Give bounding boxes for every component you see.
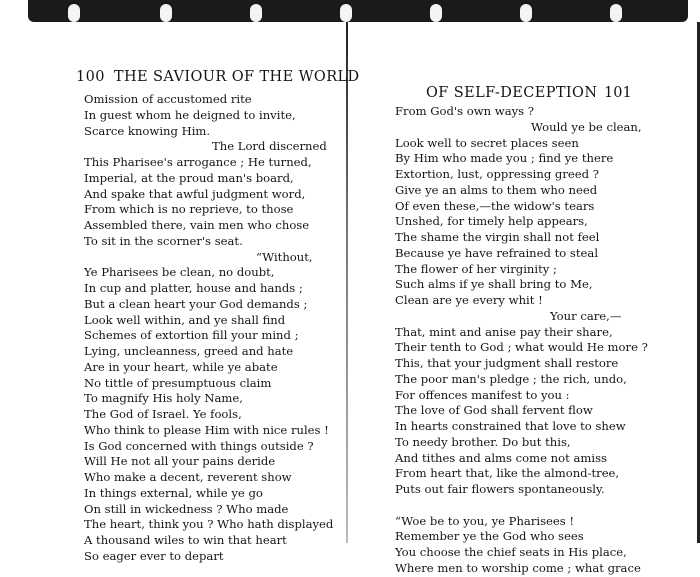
right-verse-text (395, 104, 695, 577)
verse-line: In hearts constrained that love to shew (395, 419, 626, 433)
verse-line: Are in your heart, while ye abate (84, 359, 278, 374)
left-running-head (76, 69, 360, 85)
verse-line: In things external, while ye go (84, 485, 263, 500)
verse-line: Schemes of extortion fill your mind ; (84, 328, 299, 343)
verse-line: Remember ye the God who sees (395, 529, 584, 544)
verse-line: In cup and platter, house and hands ; (84, 281, 303, 295)
verse-line: Of even these,—the widow's tears (395, 198, 595, 213)
verse-line: And spake that awful judgment word, (84, 186, 306, 201)
verse-line: Is God concerned with things outside ? (84, 438, 314, 453)
verse-line: Omission of accustomed rite (84, 92, 252, 106)
verse-line: Ye Pharisees be clean, no doubt, (84, 265, 275, 280)
right-page (348, 0, 700, 575)
verse-line: Extortion, lust, oppressing greed ? (395, 167, 599, 181)
right-running-title: OF SELF-DECEPTION (426, 85, 598, 101)
verse-line: Puts out fair flowers spontaneously. (395, 482, 605, 496)
verse-line: Unshed, for timely help appears, (395, 214, 588, 229)
verse-line: The heart, think you ? Who hath displayed (84, 517, 334, 532)
verse-line: This, that your judgment shall restore (395, 356, 619, 370)
verse-line: To magnify His holy Name, (84, 391, 243, 406)
verse-line: And tithes and alms come not amiss (395, 450, 607, 465)
verse-line: No tittle of presumptuous claim (84, 375, 272, 390)
verse-line: Look well within, and ye shall find (84, 312, 286, 327)
verse-line: Because ye have refrained to steal (395, 245, 599, 260)
verse-line: So eager ever to depart (84, 548, 224, 563)
verse-line: The shame the virgin shall not feel (395, 230, 600, 244)
verse-line: Look well to secret places seen (395, 135, 579, 150)
verse-line: To needy brother. Do but this, (395, 434, 571, 449)
verse-line: Such alms if ye shall bring to Me, (395, 277, 593, 292)
verse-line: The poor man's pledge ; the rich, undo, (395, 371, 627, 386)
verse-line: The love of God shall fervent flow (395, 403, 593, 418)
verse-line: Assembled there, vain men who chose (84, 218, 310, 232)
verse-line: In guest whom he deigned to invite, (84, 107, 296, 122)
verse-line: You choose the chief seats in His place, (395, 545, 627, 559)
verse-line: The God of Israel. Ye fools, (84, 407, 242, 421)
verse-line: By Him who made you ; find ye there (395, 151, 614, 166)
verse-line: Their tenth to God ; what would He more ? (395, 340, 648, 355)
verse-line: Your care,— (550, 308, 622, 323)
verse-line: Lying, uncleanness, greed and hate (84, 344, 294, 358)
verse-line: Who think to please Him with nice rules ! (84, 422, 329, 437)
right-page-number: 101 (604, 85, 632, 101)
verse-line: “Woe be to you, ye Pharisees ! (395, 513, 575, 528)
verse-line: From heart that, like the almond-tree, (395, 466, 620, 481)
verse-line: This Pharisee's arrogance ; He turned, (84, 155, 312, 169)
verse-line: The flower of her virginity ; (395, 261, 557, 276)
verse-line: Give ye an alms to them who need (395, 182, 598, 197)
verse-line: Where men to worship come ; what grace (395, 560, 641, 575)
verse-line: “Without, (256, 249, 313, 264)
verse-line: That, mint and anise pay their share, (395, 324, 613, 339)
verse-line: Clean are ye every whit ! (395, 293, 543, 307)
verse-line: For offences manifest to you : (395, 387, 570, 402)
left-page-number: 100 (76, 69, 105, 85)
verse-line: Imperial, at the proud man's board, (84, 170, 294, 185)
verse-line: Would ye be clean, (531, 119, 642, 134)
verse-line: Scarce knowing Him. (84, 123, 211, 138)
verse-line: On still in wickedness ? Who made (84, 501, 289, 516)
verse-line: Who make a decent, reverent show (84, 470, 292, 484)
verse-line: The Lord discerned (212, 139, 327, 154)
verse-line: From which is no reprieve, to those (84, 202, 294, 217)
stanza-break (395, 498, 695, 514)
left-verse-text (84, 92, 344, 565)
verse-line: But a clean heart your God demands ; (84, 296, 308, 311)
left-running-title: THE SAVIOUR OF THE WORLD (113, 69, 360, 85)
verse-line: Will He not all your pains deride (84, 454, 276, 469)
verse-line: From God's own ways ? (395, 104, 535, 118)
verse-line: A thousand wiles to win that heart (84, 533, 287, 547)
verse-line: To sit in the scorner's seat. (84, 233, 243, 248)
